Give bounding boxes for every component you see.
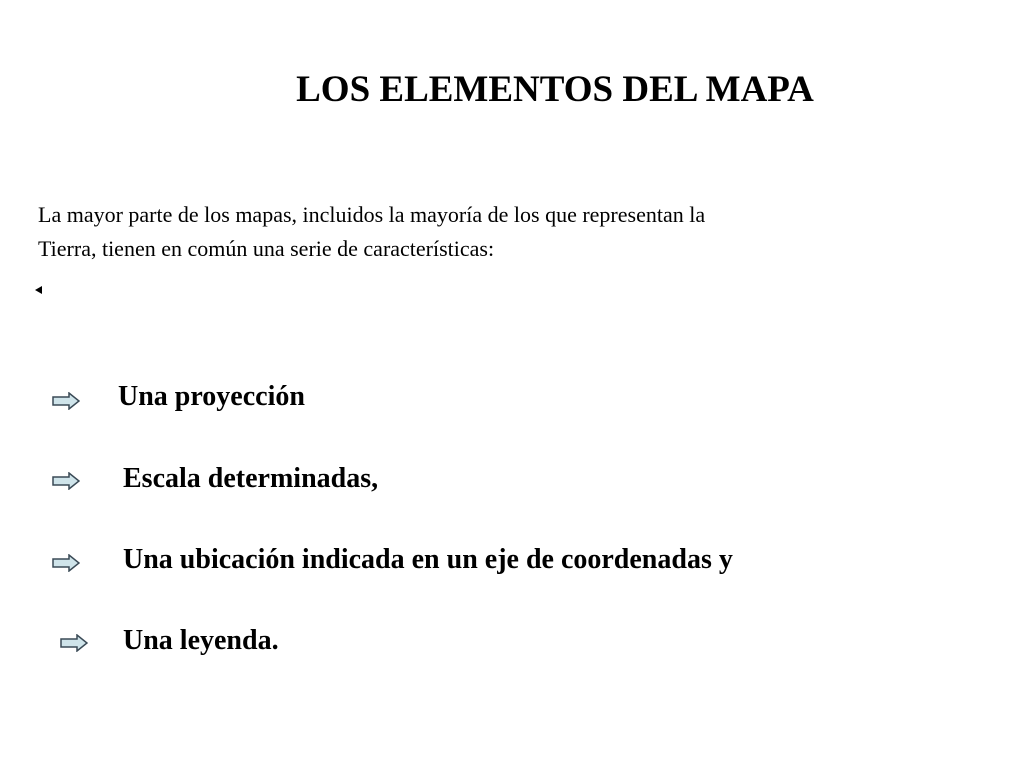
intro-line-2: Tierra, tienen en común una serie de características:	[38, 236, 495, 261]
list-item-label: Una leyenda.	[123, 625, 279, 656]
right-arrow-icon	[52, 472, 80, 490]
right-arrow-icon	[52, 392, 80, 410]
slide-title: LOS ELEMENTOS DEL MAPA	[296, 69, 814, 110]
intro-line-1: La mayor parte de los mapas, incluidos la mayoría de los que representan la	[38, 202, 706, 227]
list-item-label: Una proyección	[118, 381, 305, 412]
list-item-label: Escala determinadas,	[123, 463, 379, 494]
list-item-label: Una ubicación indicada en un eje de coordenadas y	[123, 544, 733, 575]
right-arrow-icon	[60, 634, 88, 652]
right-arrow-icon	[52, 554, 80, 572]
